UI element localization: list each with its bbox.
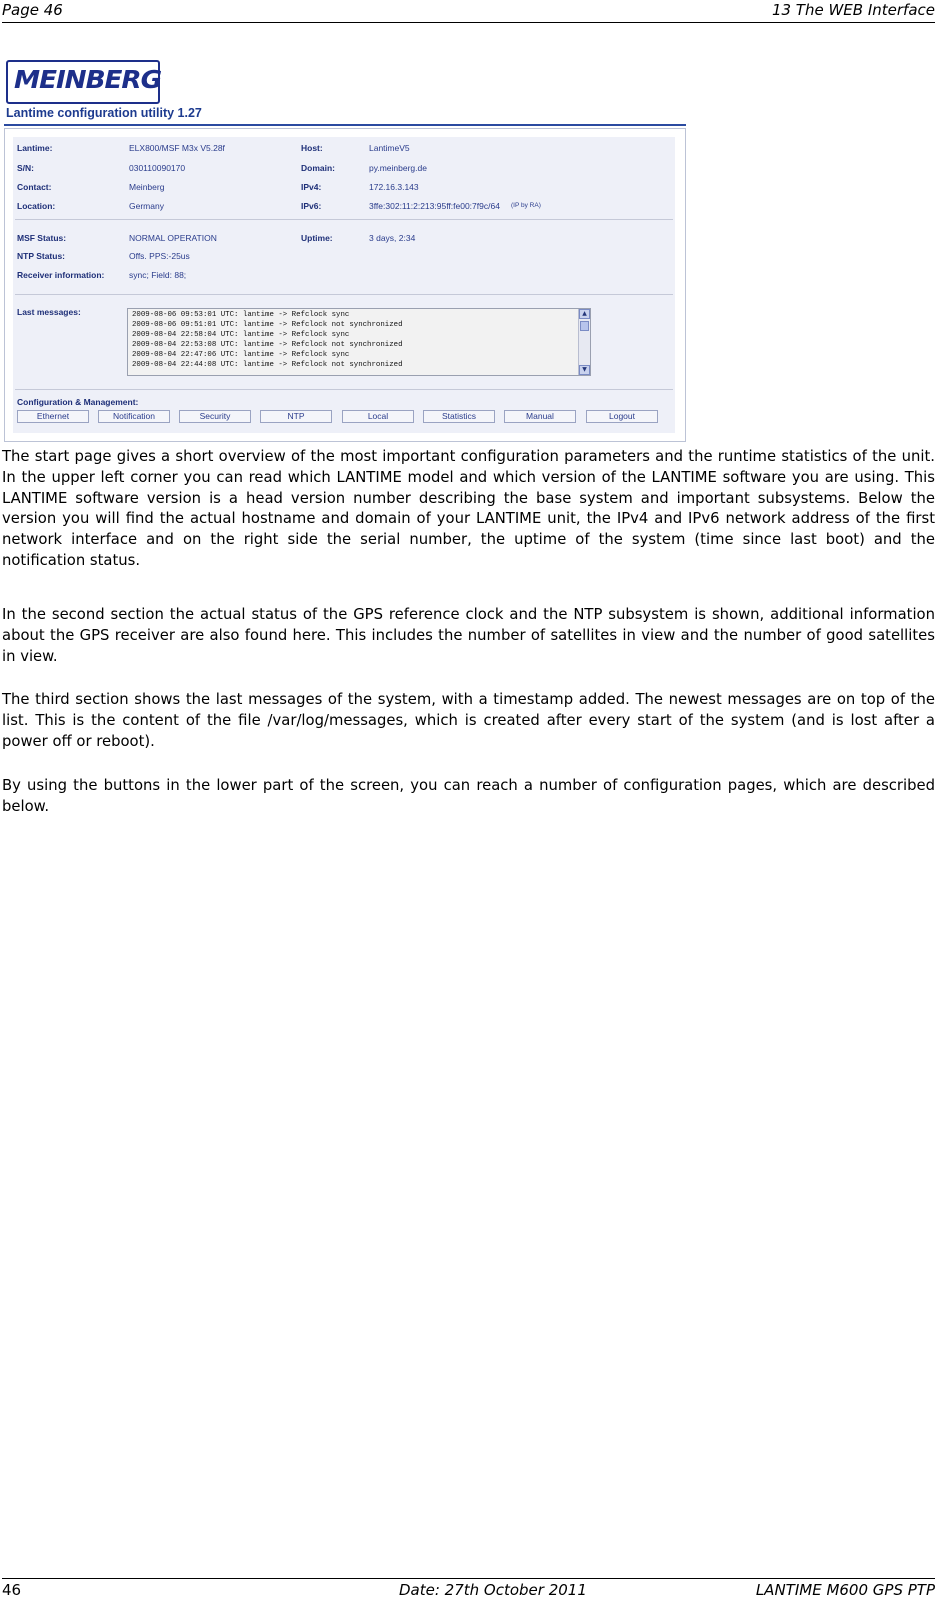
local-button[interactable]: Local — [342, 410, 414, 423]
ethernet-button[interactable]: Ethernet — [17, 410, 89, 423]
serial-label: S/N: — [17, 163, 34, 173]
footer-product: LANTIME M600 GPS PTP — [755, 1581, 935, 1599]
meinberg-logo: MEINBERG — [6, 60, 160, 104]
ipv6-note: (IP by RA) — [511, 202, 541, 209]
serial-value: 030110090170 — [129, 163, 186, 173]
messages-scrollbar[interactable] — [578, 309, 590, 375]
message-line: 2009-08-04 22:53:08 UTC: lantime -> Refclock not synchronized — [132, 341, 403, 349]
lantime-value: ELX800/MSF M3x V5.28f — [129, 143, 225, 153]
running-footer — [2, 1578, 935, 1599]
host-label: Host: — [301, 143, 323, 153]
ipv6-value: 3ffe:302:11:2:213:95ff:fe00:7f9c/64 — [369, 201, 500, 211]
ntp-status-label: NTP Status: — [17, 251, 66, 261]
scroll-down-arrow-icon[interactable]: ▼ — [579, 365, 590, 375]
web-interface-screenshot — [4, 58, 687, 448]
receiver-info-label: Receiver information: — [17, 270, 105, 280]
manual-button[interactable]: Manual — [504, 410, 576, 423]
section-divider-3 — [15, 389, 673, 390]
scroll-up-arrow-icon[interactable]: ▲ — [579, 309, 590, 319]
header-page-number: Page 46 — [2, 1, 63, 19]
uptime-value: 3 days, 2:34 — [369, 233, 416, 243]
ipv6-label: IPv6: — [301, 201, 322, 211]
paragraph-third-section: The third section shows the last messages of the system, with a timestamp added. The newest messages are on top of the list. This is the content of the file /var/log/messages, which is created after every start of the system (and is lost after a power off or reboot). — [2, 691, 935, 750]
domain-value: py.meinberg.de — [369, 163, 427, 173]
header-chapter-title: 13 The WEB Interface — [771, 1, 935, 19]
utility-title: Lantime configuration utility 1.27 — [6, 106, 202, 120]
paragraph-overview: The start page gives a short overview of the most important configuration parameters and the runtime statistics of the unit. In the upper left corner you can read which LANTIME model and which version of the LANTIME software you are using. This LANTIME software version is a head version number describing the base system and important subsystems. Below the version you will find the actual hostname and domain of your LANTIME unit, the IPv4 and IPv6 network address of the first network interface and on the right side the serial number, the uptime of the system (time since last boot) and the notification status. — [2, 448, 935, 569]
lantime-label: Lantime: — [17, 143, 53, 153]
section-divider-1 — [15, 219, 673, 220]
section-divider-2 — [15, 294, 673, 295]
last-messages-label: Last messages: — [17, 307, 81, 317]
receiver-info-value: sync; Field: 88; — [129, 270, 187, 280]
uptime-label: Uptime: — [301, 233, 333, 243]
message-line: 2009-08-04 22:47:06 UTC: lantime -> Refclock sync — [132, 351, 350, 359]
message-line: 2009-08-06 09:51:01 UTC: lantime -> Refclock not synchronized — [132, 321, 403, 329]
location-label: Location: — [17, 201, 56, 211]
contact-label: Contact: — [17, 182, 52, 192]
statistics-button[interactable]: Statistics — [423, 410, 495, 423]
paragraph-second-section: In the second section the actual status of the GPS reference clock and the NTP subsystem is shown, additional information about the GPS receiver are also found here. This includes the number of satellites in view and the number of good satellites in view. — [2, 606, 935, 665]
logout-button[interactable]: Logout — [586, 410, 658, 423]
footer-date: Date: 27th October 2011 — [399, 1581, 587, 1599]
msf-status-value: NORMAL OPERATION — [129, 233, 217, 243]
security-button[interactable]: Security — [179, 410, 251, 423]
ipv4-value: 172.16.3.143 — [369, 182, 419, 192]
host-value: LantimeV5 — [369, 143, 410, 153]
location-value: Germany — [129, 201, 164, 211]
status-panel — [4, 128, 686, 442]
footer-page-number: 46 — [2, 1581, 22, 1599]
notification-button[interactable]: Notification — [98, 410, 170, 423]
config-management-label: Configuration & Management: — [17, 397, 139, 407]
message-line: 2009-08-04 22:58:04 UTC: lantime -> Refclock sync — [132, 331, 350, 339]
msf-status-label: MSF Status: — [17, 233, 67, 243]
message-line: 2009-08-06 09:53:01 UTC: lantime -> Refclock sync — [132, 311, 350, 319]
ipv4-label: IPv4: — [301, 182, 322, 192]
running-header — [2, 0, 935, 23]
ntp-status-value: Offs. PPS:-25us — [129, 251, 190, 261]
title-divider — [4, 124, 686, 126]
domain-label: Domain: — [301, 163, 335, 173]
messages-textarea[interactable] — [127, 308, 591, 376]
scroll-thumb[interactable] — [580, 321, 589, 331]
message-line: 2009-08-04 22:44:08 UTC: lantime -> Refclock not synchronized — [132, 361, 403, 369]
contact-value: Meinberg — [129, 182, 165, 192]
status-panel-inner — [13, 137, 675, 433]
ntp-button[interactable]: NTP — [260, 410, 332, 423]
paragraph-buttons: By using the buttons in the lower part of the screen, you can reach a number of configuration pages, which are described below. — [2, 777, 935, 815]
